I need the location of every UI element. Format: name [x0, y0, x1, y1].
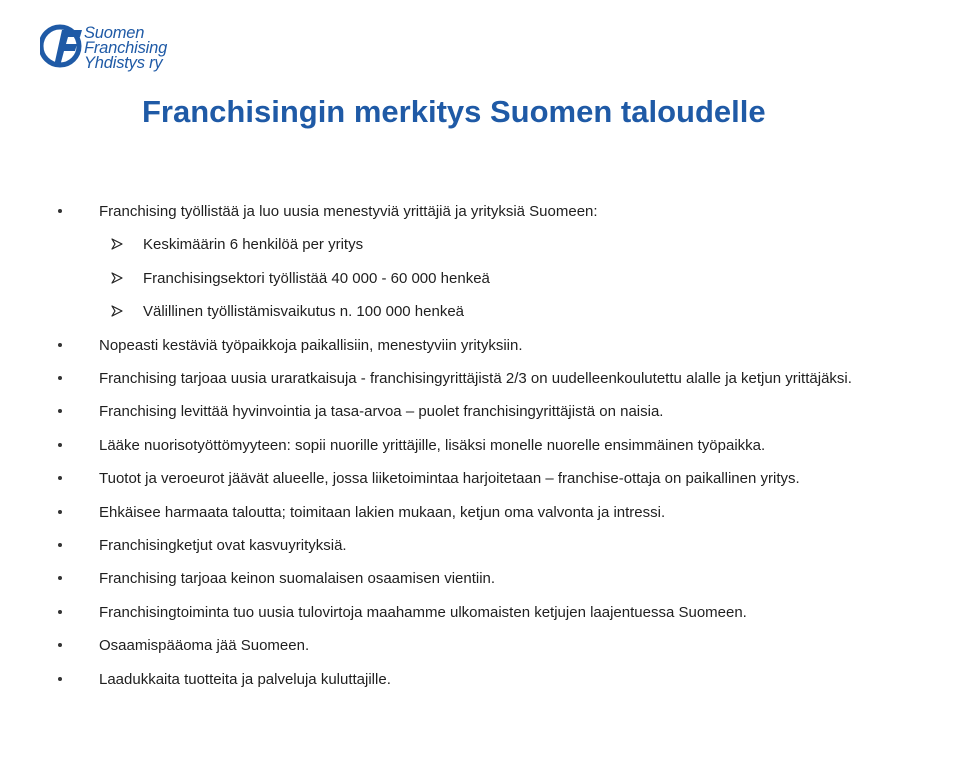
list-item	[0, 467, 960, 491]
list-item	[0, 400, 960, 424]
list-item-text: Osaamispääoma jää Suomeen.	[99, 637, 310, 654]
list-item	[0, 634, 960, 658]
list-item-text: Franchising työllistää ja luo uusia menestyviä yrittäjiä ja yrityksiä Suomeen:	[99, 203, 598, 220]
bullet-icon	[58, 409, 62, 413]
bullet-icon	[58, 677, 62, 681]
arrow-bullet-icon	[110, 304, 124, 318]
list-item	[0, 501, 960, 525]
list-item	[0, 668, 960, 692]
list-item-text: Franchising tarjoaa keinon suomalaisen osaamisen vientiin.	[99, 570, 496, 587]
sub-list-item	[0, 267, 960, 291]
list-item-text: Nopeasti kestäviä työpaikkoja paikallisiin, menestyviin yrityksiin.	[99, 337, 523, 354]
list-item	[0, 601, 960, 625]
bullet-icon	[58, 476, 62, 480]
bullet-icon	[58, 443, 62, 447]
list-item-text: Tuotot ja veroeurot jäävät alueelle, jossa liiketoimintaa harjoitetaan – franchise-ottaja on paikallinen yritys.	[99, 470, 800, 487]
list-item	[0, 534, 960, 558]
logo-line-1: Suomen	[84, 24, 145, 42]
list-item-text: Välillinen työllistämisvaikutus n. 100 000 henkeä	[143, 303, 465, 320]
list-item-text: Franchising tarjoaa uusia uraratkaisuja - franchisingyrittäjistä 2/3 on uudelleenkoulutettu alalle ja ketjun yrittäjäksi.	[99, 370, 852, 387]
list-item-text: Ehkäisee harmaata taloutta; toimitaan lakien mukaan, ketjun oma valvonta ja intressi.	[99, 504, 666, 521]
logo	[40, 22, 210, 80]
arrow-bullet-icon	[110, 237, 124, 251]
bullet-icon	[58, 209, 62, 213]
list-item-text: Laadukkaita tuotteita ja palveluja kuluttajille.	[99, 671, 391, 688]
page-title: Franchisingin merkitys Suomen taloudelle	[142, 94, 766, 129]
list-item-text: Franchising levittää hyvinvointia ja tasa-arvoa – puolet franchisingyrittäjistä on naisia.	[99, 403, 664, 420]
bullet-icon	[58, 343, 62, 347]
bullet-icon	[58, 576, 62, 580]
list-item-text: Lääke nuorisotyöttömyyteen: sopii nuorille yrittäjille, lisäksi monelle nuorelle ensimmäinen työpaikka.	[99, 437, 766, 454]
logo-line-2: Franchising	[84, 39, 168, 57]
list-item	[0, 434, 960, 458]
arrow-bullet-icon	[110, 271, 124, 285]
list-item-text: Franchisingsektori työllistää 40 000 - 60 000 henkeä	[143, 270, 490, 287]
bullet-icon	[58, 510, 62, 514]
bullet-icon	[58, 610, 62, 614]
logo-line-3: Yhdistys ry	[84, 54, 163, 72]
list-item	[0, 567, 960, 591]
sub-list-item	[0, 300, 960, 324]
franchising-logo-icon	[40, 22, 84, 72]
list-item	[0, 200, 960, 224]
list-item-text: Keskimäärin 6 henkilöä per yritys	[143, 236, 364, 253]
bullet-icon	[58, 643, 62, 647]
bullet-icon	[58, 543, 62, 547]
list-item	[0, 334, 960, 358]
sub-list-item	[0, 233, 960, 257]
footer-url: www.franchising.fi	[457, 716, 574, 732]
list-item	[0, 367, 960, 391]
bullet-icon	[58, 376, 62, 380]
list-item-text: Franchisingketjut ovat kasvuyrityksiä.	[99, 537, 347, 554]
list-item-text: Franchisingtoiminta tuo uusia tulovirtoja maahamme ulkomaisten ketjujen laajentuessa Suomeen.	[99, 604, 747, 621]
logo-text	[84, 26, 167, 71]
